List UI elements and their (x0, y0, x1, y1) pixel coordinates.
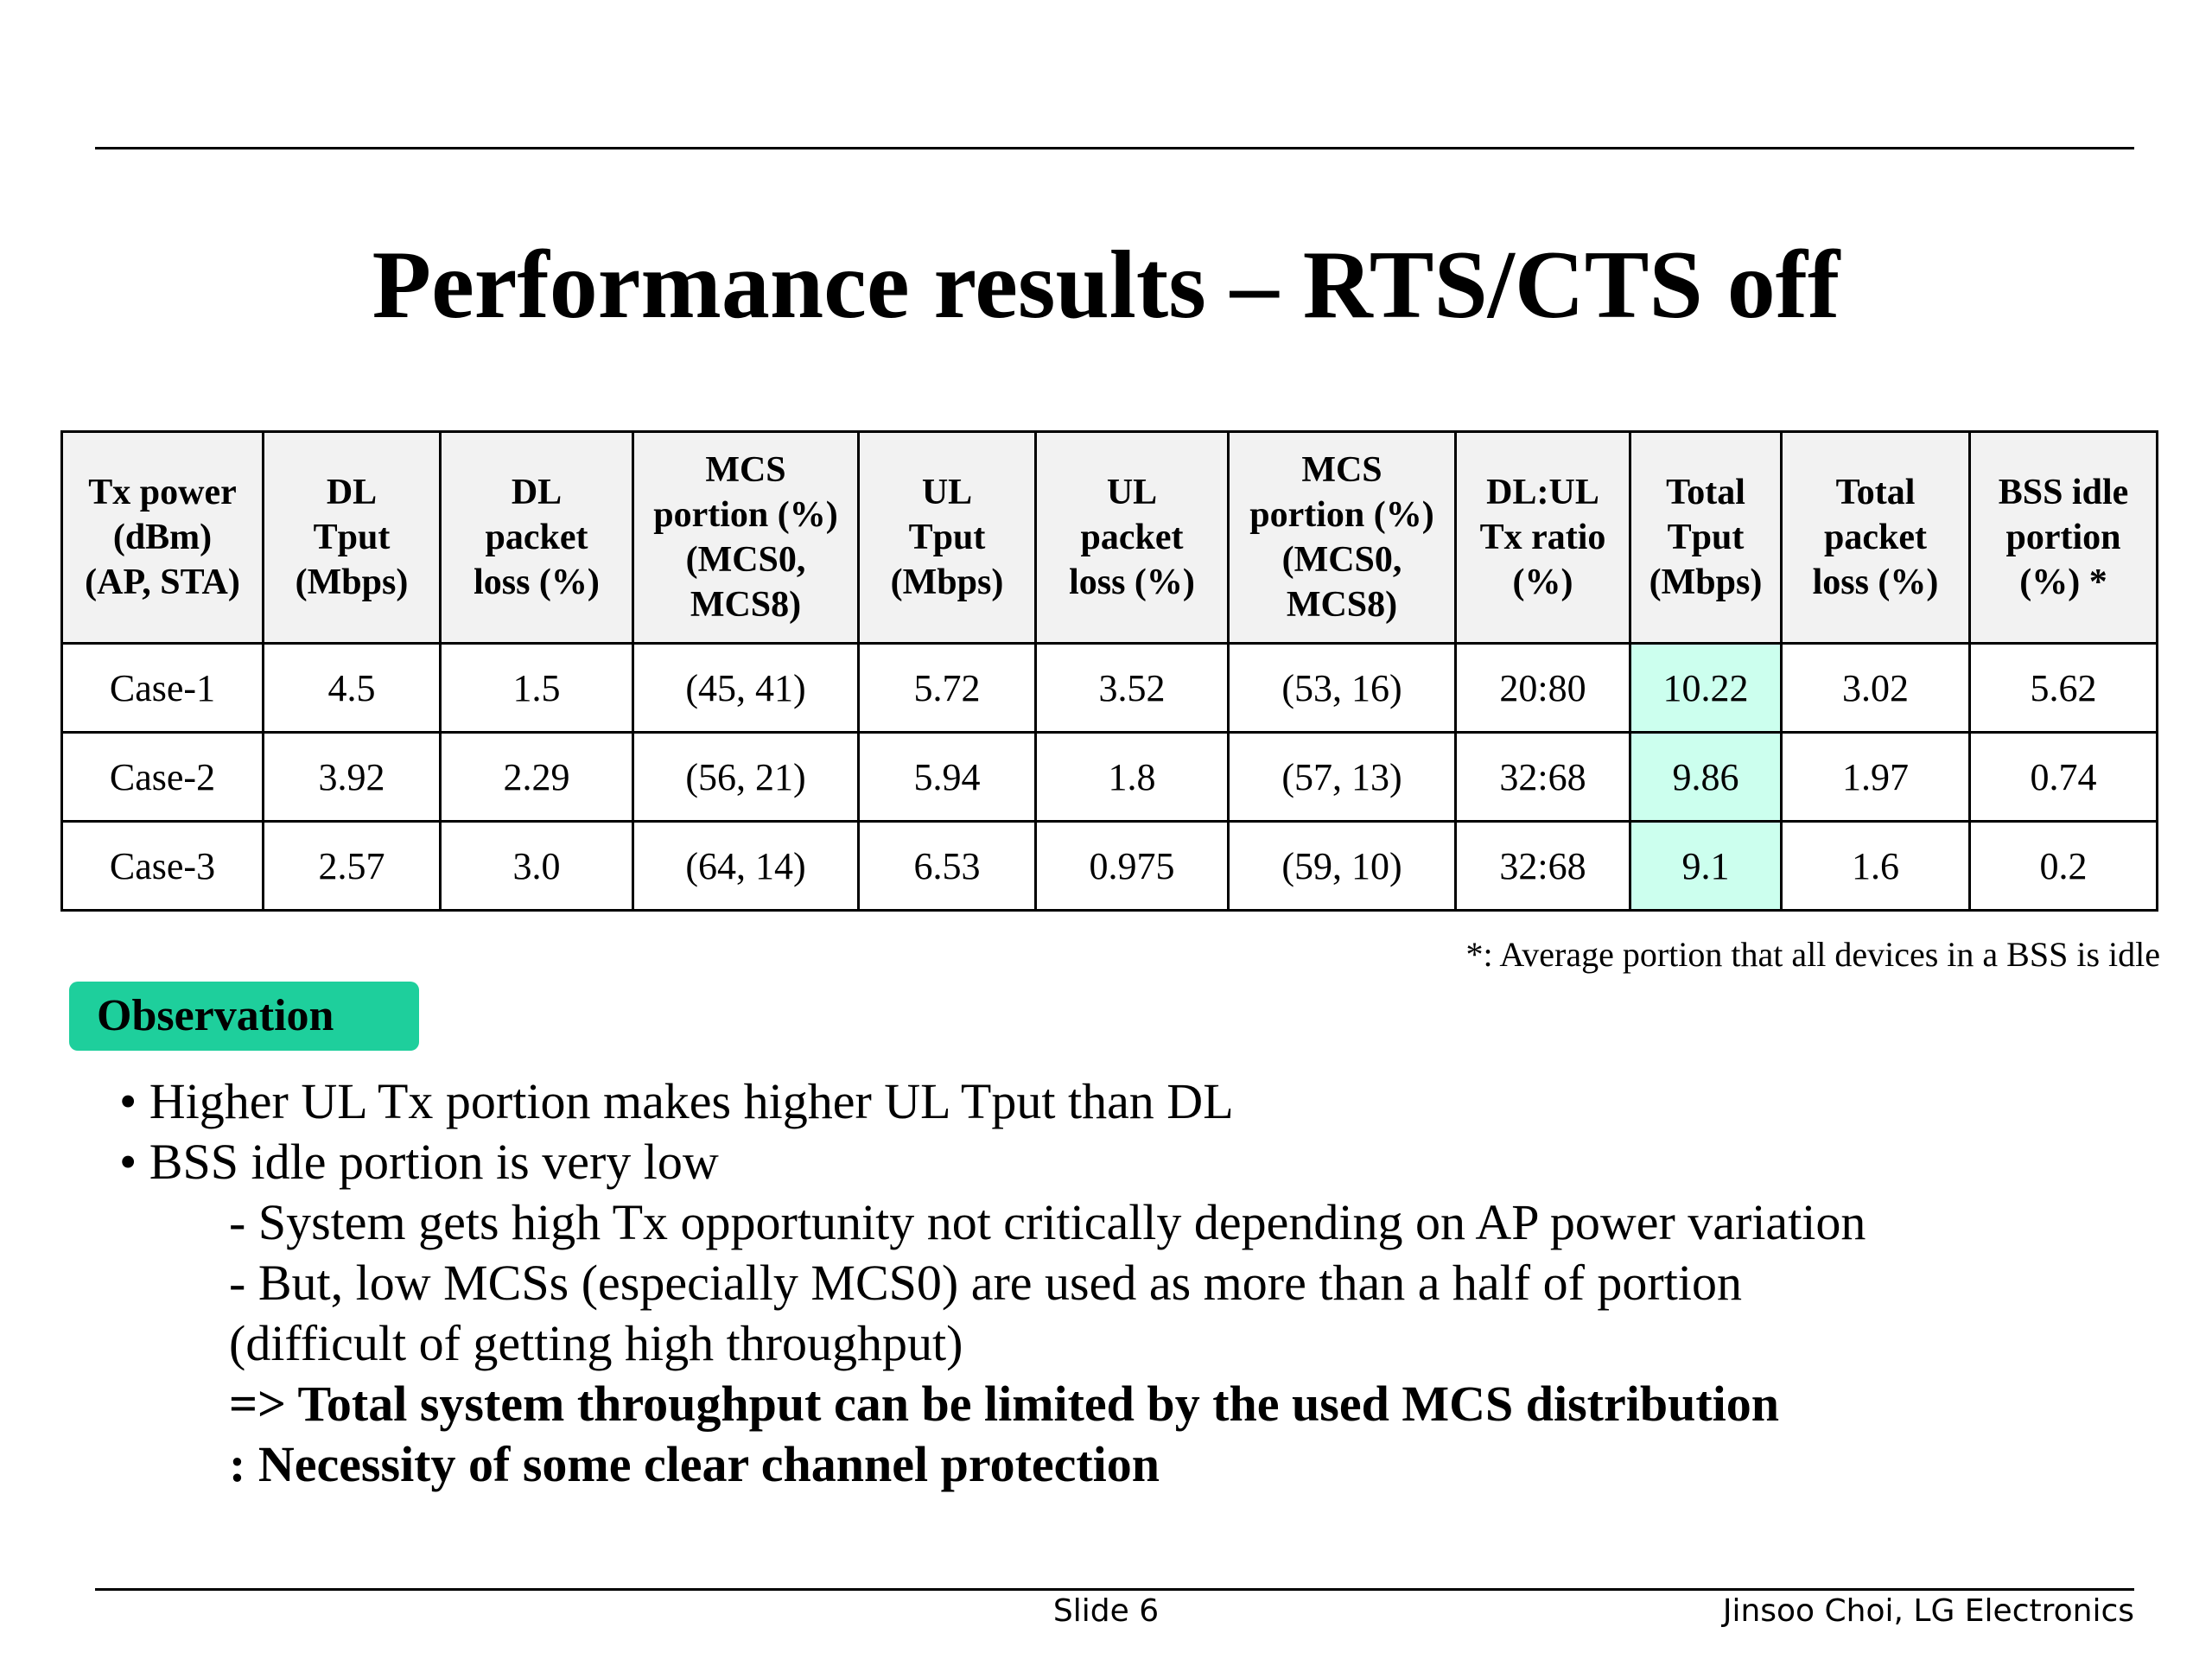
table-cell: 3.0 (441, 822, 633, 911)
table-cell: 3.02 (1782, 644, 1970, 733)
slide-title: Performance results – RTS/CTS off (372, 232, 1840, 339)
header-total-packet-loss: Total packet loss (%) (1782, 432, 1970, 644)
sub-line-low-mcs: - But, low MCSs (especially MCS0) are used as more than a half of portion (229, 1255, 1742, 1311)
table-cell: Case-1 (62, 644, 264, 733)
table-cell: Case-3 (62, 822, 264, 911)
bullet-bss-idle: • BSS idle portion is very low (119, 1134, 719, 1190)
header-ul-tput: UL Tput (Mbps) (859, 432, 1036, 644)
table-cell: 20:80 (1456, 644, 1630, 733)
table-cell: (57, 13) (1229, 733, 1456, 822)
table-cell: 4.5 (264, 644, 441, 733)
conclusion-channel-protection: : Necessity of some clear channel protection (229, 1436, 1160, 1492)
table-cell: 0.74 (1970, 733, 2158, 822)
table-cell: 3.92 (264, 733, 441, 822)
table-cell: (59, 10) (1229, 822, 1456, 911)
table-cell: 1.97 (1782, 733, 1970, 822)
table-cell: 32:68 (1456, 822, 1630, 911)
header-bss-idle-portion: BSS idle portion (%) * (1970, 432, 2158, 644)
header-dl-tput: DL Tput (Mbps) (264, 432, 441, 644)
table-cell: 0.975 (1036, 822, 1229, 911)
table-row (62, 644, 2158, 733)
table-cell: 2.57 (264, 822, 441, 911)
total-tput-cell: 10.22 (1630, 644, 1782, 733)
table-cell: 5.94 (859, 733, 1036, 822)
table-cell: 1.5 (441, 644, 633, 733)
sub-line-tx-opportunity: - System gets high Tx opportunity not critically depending on AP power variation (229, 1194, 1866, 1250)
table-header-row (62, 432, 2158, 644)
sub-line-difficulty: (difficult of getting high throughput) (229, 1315, 963, 1371)
table-footnote: *: Average portion that all devices in a BSS is idle (1465, 935, 2160, 974)
header-ul-mcs-portion: MCS portion (%) (MCS0, MCS8) (1229, 432, 1456, 644)
top-rule (95, 147, 2134, 149)
table-cell: (45, 41) (633, 644, 859, 733)
bottom-rule (95, 1588, 2134, 1591)
table-cell: 5.72 (859, 644, 1036, 733)
observation-badge: Observation (69, 982, 419, 1051)
header-ul-packet-loss: UL packet loss (%) (1036, 432, 1229, 644)
slide-number: Slide 6 (1052, 1593, 1160, 1629)
header-dl-ul-ratio: DL:UL Tx ratio (%) (1456, 432, 1630, 644)
table-cell: 0.2 (1970, 822, 2158, 911)
bullet-ul-tx-portion: • Higher UL Tx portion makes higher UL Tput than DL (119, 1073, 1234, 1129)
header-dl-packet-loss: DL packet loss (%) (441, 432, 633, 644)
total-tput-cell: 9.1 (1630, 822, 1782, 911)
total-tput-cell: 9.86 (1630, 733, 1782, 822)
header-dl-mcs-portion: MCS portion (%) (MCS0, MCS8) (633, 432, 859, 644)
table-cell: 6.53 (859, 822, 1036, 911)
table-cell: (56, 21) (633, 733, 859, 822)
header-total-tput: Total Tput (Mbps) (1630, 432, 1782, 644)
table-cell: Case-2 (62, 733, 264, 822)
footer-author: Jinsoo Choi, LG Electronics (1722, 1593, 2134, 1629)
table-cell: 3.52 (1036, 644, 1229, 733)
table-row (62, 822, 2158, 911)
table-cell: 5.62 (1970, 644, 2158, 733)
table-cell: (53, 16) (1229, 644, 1456, 733)
table-cell: (64, 14) (633, 822, 859, 911)
header-tx-power: Tx power (dBm) (AP, STA) (62, 432, 264, 644)
table-cell: 2.29 (441, 733, 633, 822)
table-cell: 1.8 (1036, 733, 1229, 822)
table-cell: 1.6 (1782, 822, 1970, 911)
conclusion-throughput-limit: => Total system throughput can be limited by the used MCS distribution (229, 1376, 1780, 1432)
results-table (60, 430, 2158, 912)
table-cell: 32:68 (1456, 733, 1630, 822)
table-row (62, 733, 2158, 822)
